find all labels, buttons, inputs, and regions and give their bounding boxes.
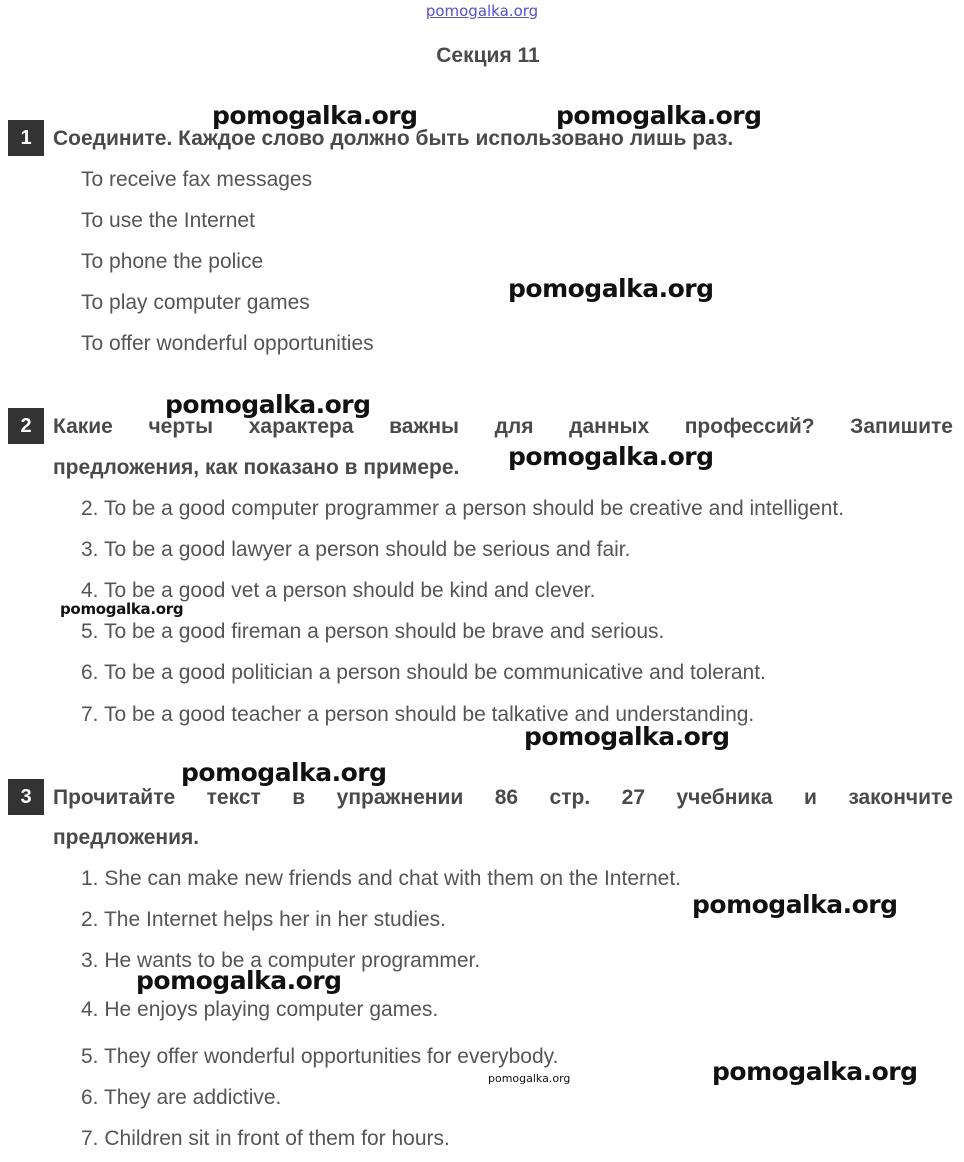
task-2-instruction-line-2: предложения, как показано в примере. <box>53 456 460 479</box>
watermark: pomogalka.org <box>508 274 714 303</box>
watermark: pomogalka.org <box>212 101 418 130</box>
watermark: pomogalka.org <box>524 722 730 751</box>
watermark: pomogalka.org <box>488 1072 571 1085</box>
task-3-item: 6. They are addictive. <box>81 1086 282 1109</box>
site-link[interactable]: pomogalka.org <box>425 2 539 20</box>
task-2-item: 2. To be a good computer programmer a person should be creative and intelligent. <box>81 497 845 520</box>
watermark: pomogalka.org <box>60 600 184 618</box>
task-2-instruction-line-1: Какие черты характера важны для данных профессий? Запишите <box>53 415 953 438</box>
task-2-item: 6. To be a good politician a person should be communicative and tolerant. <box>81 661 766 684</box>
task-1-instruction: Соедините. Каждое слово должно быть использовано лишь раз. <box>53 127 734 150</box>
watermark: pomogalka.org <box>508 442 714 471</box>
task-3-item: 7. Children sit in front of them for hours. <box>81 1127 450 1150</box>
task-3-item: 3. He wants to be a computer programmer. <box>81 949 481 972</box>
task-3-instruction-line-1: Прочитайте текст в упражнении 86 стр. 27 учебника и закончите <box>53 786 953 809</box>
task-1-item: To play computer games <box>81 291 310 314</box>
task-3-item: 5. They offer wonderful opportunities for everybody. <box>81 1045 559 1068</box>
task-1-number: 1 <box>8 120 44 156</box>
task-3-item: 4. He enjoys playing computer games. <box>81 998 439 1021</box>
task-2-item: 4. To be a good vet a person should be kind and clever. <box>81 579 596 602</box>
task-1-item: To phone the police <box>81 250 264 273</box>
watermark: pomogalka.org <box>712 1057 918 1086</box>
watermark: pomogalka.org <box>181 758 387 787</box>
task-1-item: To offer wonderful opportunities <box>81 332 374 355</box>
task-3-instruction-line-2: предложения. <box>53 826 200 849</box>
page-title: Секция 11 <box>436 44 540 67</box>
task-1-item: To use the Internet <box>81 209 255 232</box>
watermark: pomogalka.org <box>692 890 898 919</box>
task-3-number: 3 <box>8 779 44 815</box>
task-3-item: 1. She can make new friends and chat with them on the Internet. <box>81 867 682 890</box>
task-2-item: 7. To be a good teacher a person should be talkative and understanding. <box>81 703 755 726</box>
task-3-item: 2. The Internet helps her in her studies. <box>81 908 446 931</box>
watermark: pomogalka.org <box>165 390 371 419</box>
task-2-number: 2 <box>8 408 44 444</box>
task-2-item: 5. To be a good fireman a person should be brave and serious. <box>81 620 665 643</box>
task-2-item: 3. To be a good lawyer a person should be serious and fair. <box>81 538 631 561</box>
watermark: pomogalka.org <box>556 101 762 130</box>
task-1-item: To receive fax messages <box>81 168 313 191</box>
watermark: pomogalka.org <box>136 966 342 995</box>
